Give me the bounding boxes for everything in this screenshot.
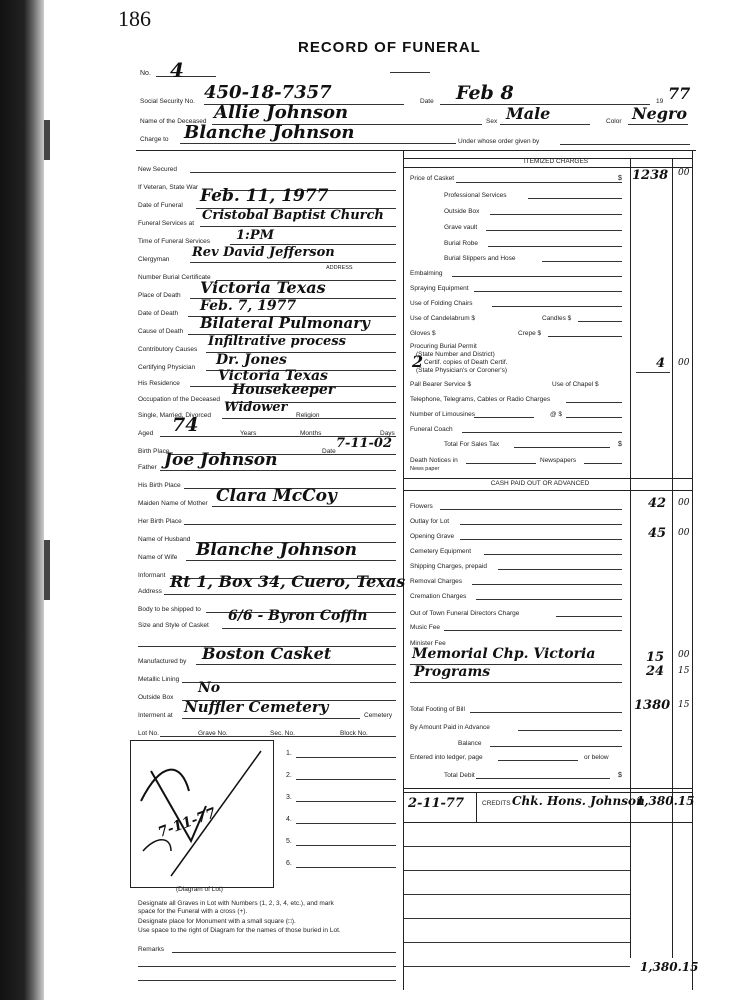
informant-address-value: Rt 1, Box 34, Cuero, Texas — [170, 572, 406, 591]
age-value: 74 — [172, 414, 199, 436]
remarks-label: Remarks — [138, 946, 165, 953]
embalming-label: Embalming — [410, 270, 443, 277]
instruction-line: Use space to the right of Diagram for the names of those buried in Lot. — [138, 927, 341, 934]
outlay-label: Outlay for Lot — [410, 518, 450, 525]
credit-amount: 1,380.15 — [636, 794, 695, 808]
memorial-amount: 15 — [646, 650, 665, 665]
days-label: Days — [380, 430, 395, 437]
credits-note: Chk. Hons. Johnson — [512, 794, 645, 808]
opening-grave-label: Opening Grave — [410, 533, 455, 540]
instruction-line: space for the Funeral with a cross (+). — [138, 908, 248, 915]
charge-label: Charge to — [140, 136, 169, 143]
dollar-sign: $ — [618, 772, 622, 779]
lot-number-line — [296, 779, 396, 780]
memorial-charge-line: Memorial Chp. Victoria — [412, 646, 596, 662]
interment-value: Nuffler Cemetery — [184, 698, 329, 716]
gloves-label: Gloves $ — [410, 330, 436, 337]
page-number: 186 — [118, 6, 151, 31]
amount-paid-label: By Amount Paid in Advance — [410, 724, 490, 731]
months-label: Months — [300, 430, 322, 437]
death-place-value: Victoria Texas — [200, 278, 326, 297]
certif-count: 2 — [412, 352, 424, 371]
flowers-label: Flowers — [410, 503, 433, 510]
cemetery-label: Cemetery — [364, 712, 393, 719]
instruction-line: Designate all Graves in Lot with Numbers (1, 2, 3, 4, etc.), and mark — [138, 900, 334, 907]
price-casket-amount: 1238 — [632, 168, 669, 183]
shipping-label: Shipping Charges, prepaid — [410, 563, 487, 570]
burial-permit-label: Procuring Burial Permit — [410, 343, 477, 350]
outside-box-label: Outside Box — [138, 694, 174, 701]
outside-box-value: No — [198, 680, 221, 696]
telephone-label: Telephone, Telegrams, Cables or Radio Charges — [410, 396, 551, 403]
manufacturer-value: Boston Casket — [202, 644, 332, 663]
father-value: Joe Johnson — [164, 450, 278, 470]
deceased-label: Name of the Deceased — [140, 118, 207, 125]
shipped-label: Body to be shipped to — [138, 606, 201, 613]
services-label: Funeral Services at — [138, 220, 194, 227]
year-value: 77 — [668, 84, 691, 103]
services-value: Cristobal Baptist Church — [202, 208, 384, 223]
marital-value: Widower — [224, 400, 288, 415]
programs-charge-line: Programs — [414, 664, 491, 680]
birth-date-value: 7-11-02 — [336, 436, 393, 451]
diagram-caption: (Diagram of Lot) — [176, 886, 223, 893]
candelabrum-label: Use of Candelabrum $ — [410, 315, 476, 322]
price-casket-cents: 00 — [678, 168, 690, 178]
removal-label: Removal Charges — [410, 578, 463, 585]
news-paper-note: News paper — [410, 466, 440, 472]
sales-tax-label: Total For Sales Tax — [444, 441, 500, 448]
lot-number-line — [296, 757, 396, 758]
order-label: Under whose order given by — [458, 138, 540, 145]
diagram-note: 7-11-77 — [156, 805, 219, 841]
age-label: Aged — [138, 430, 154, 437]
itemized-charges-header: ITEMIZED CHARGES — [523, 158, 589, 165]
spraying-label: Spraying Equipment — [410, 285, 469, 292]
clergyman-label: Clergyman — [138, 256, 170, 263]
casket-label: Size and Style of Casket — [138, 622, 209, 629]
years-label: Years — [240, 430, 257, 437]
veteran-label: If Veteran, State War — [138, 184, 199, 191]
physician-value: Dr. Jones — [216, 352, 287, 368]
date-label: Date — [420, 98, 434, 105]
programs-amount: 24 — [646, 664, 665, 679]
lot-number-label: 3. — [286, 794, 292, 801]
state-number-note: (State Number and District) — [416, 351, 495, 358]
address-label: ADDRESS — [326, 265, 353, 271]
new-secured-label: New Secured — [138, 166, 178, 173]
color-value: Negro — [632, 104, 688, 123]
father-birth-label: His Birth Place — [138, 482, 181, 489]
mother-value: Clara McCoy — [216, 486, 337, 506]
funeral-date-value: Feb. 11, 1977 — [200, 186, 329, 206]
ledger-label: Entered into ledger, page — [410, 754, 483, 761]
balance-label: Balance — [458, 740, 482, 747]
grave-vault-label: Grave vault — [444, 224, 478, 231]
sex-value: Male — [506, 104, 551, 123]
deceased-name: Allie Johnson — [214, 102, 349, 123]
credits-label: CREDITS — [482, 800, 511, 807]
death-date-value: Feb. 7, 1977 — [200, 298, 297, 314]
burial-slippers-label: Burial Slippers and Hose — [444, 255, 516, 262]
contrib-label: Contributory Causes — [138, 346, 198, 353]
charge-to-value: Blanche Johnson — [184, 122, 355, 143]
candles-label: Candles $ — [542, 315, 572, 322]
funeral-date-label: Date of Funeral — [138, 202, 183, 209]
lot-number-label: 6. — [286, 860, 292, 867]
wife-value: Blanche Johnson — [196, 540, 358, 560]
column-divider — [403, 150, 404, 990]
price-casket-label: Price of Casket — [410, 175, 455, 182]
occupation-label: Occupation of the Deceased — [138, 396, 221, 403]
time-value: 1:PM — [236, 228, 275, 243]
memorial-cents: 00 — [678, 650, 690, 660]
lot-number-line — [296, 823, 396, 824]
certif-cents: 00 — [678, 358, 690, 368]
ssn-value: 450-18-7357 — [204, 82, 332, 103]
record-number: 4 — [170, 58, 184, 82]
programs-cents: 15 — [678, 666, 690, 676]
birthplace-label: Birth Place — [138, 448, 170, 455]
cause-value: Bilateral Pulmonary — [200, 314, 370, 332]
burial-robe-label: Burial Robe — [444, 240, 478, 247]
credit-date: 2-11-77 — [408, 796, 465, 811]
music-fee-label: Music Fee — [410, 624, 440, 631]
outside-box-charge-label: Outside Box — [444, 208, 480, 215]
date-value: Feb 8 — [456, 82, 514, 104]
flowers-cents: 00 — [678, 498, 690, 508]
physician-label: Certifying Physician — [138, 364, 196, 371]
lot-diagram — [130, 740, 274, 888]
total-footing-cents: 15 — [678, 700, 690, 710]
lot-number-line — [296, 867, 396, 868]
lot-label: Lot No. — [138, 730, 159, 737]
total-footing-amount: 1380 — [634, 698, 671, 713]
opening-grave-cents: 00 — [678, 528, 690, 538]
cause-label: Cause of Death — [138, 328, 184, 335]
opening-grave-amount: 45 — [648, 526, 667, 541]
death-place-label: Place of Death — [138, 292, 181, 299]
year-prefix: 19 — [656, 98, 664, 105]
lot-number-line — [296, 845, 396, 846]
flowers-amount: 42 — [648, 496, 667, 511]
final-amount: 1,380.15 — [640, 960, 699, 974]
father-label: Father — [138, 464, 157, 471]
folding-chairs-label: Use of Folding Chairs — [410, 300, 473, 307]
mother-birth-label: Her Birth Place — [138, 518, 182, 525]
crepe-label: Crepe $ — [518, 330, 542, 337]
lot-number-label: 5. — [286, 838, 292, 845]
burial-cert-label: Number Burial Certificate — [138, 274, 211, 281]
chapel-label: Use of Chapel $ — [552, 381, 599, 388]
occupation-value: Housekeeper — [232, 382, 336, 398]
clergyman-value: Rev David Jefferson — [192, 245, 335, 260]
cemetery-equipment-label: Cemetery Equipment — [410, 548, 472, 555]
death-notices-label: Death Notices in — [410, 457, 458, 464]
sec-label: Sec. No. — [270, 730, 295, 737]
manufacturer-label: Manufactured by — [138, 658, 187, 665]
mother-label: Maiden Name of Mother — [138, 500, 208, 507]
ssn-label: Social Security No. — [140, 98, 195, 105]
funeral-coach-label: Funeral Coach — [410, 426, 453, 433]
certif-amount: 4 — [656, 356, 666, 371]
minister-fee-label: Minister Fee — [410, 640, 446, 647]
total-debit-label: Total Debit — [444, 772, 475, 779]
dollar-sign: $ — [618, 175, 622, 182]
time-label: Time of Funeral Services — [138, 238, 211, 245]
interment-label: Interment at — [138, 712, 173, 719]
cash-paid-header: CASH PAID OUT OR ADVANCED — [490, 480, 590, 487]
scanned-dark-edge — [0, 0, 44, 1000]
edge-speck — [44, 120, 50, 160]
edge-speck — [44, 540, 50, 600]
pall-bearer-label: Pall Bearer Service $ — [410, 381, 472, 388]
lot-number-label: 2. — [286, 772, 292, 779]
sex-label: Sex — [486, 118, 498, 125]
residence-value: Victoria Texas — [218, 368, 328, 384]
religion-label: Religion — [296, 412, 320, 419]
out-of-town-label: Out of Town Funeral Directors Charge — [410, 610, 520, 617]
certif-label: Certif. copies of Death Certif. — [424, 359, 508, 366]
marital-label: Single, Married, Divorced — [138, 412, 211, 419]
lot-number-label: 1. — [286, 750, 292, 757]
state-physician-note: (State Physician's or Coroner's) — [416, 367, 507, 374]
cremation-label: Cremation Charges — [410, 593, 467, 600]
informant-label: Informant — [138, 572, 166, 579]
no-label: No. — [140, 70, 151, 77]
limousines-label: Number of Limousines — [410, 411, 476, 418]
professional-services-label: Professional Services — [444, 192, 507, 199]
form-title: RECORD OF FUNERAL — [298, 39, 481, 56]
contrib-value: Infiltrative process — [208, 334, 346, 349]
block-label: Block No. — [340, 730, 368, 737]
casket-value: 6/6 - Byron Coffin — [228, 608, 368, 624]
instruction-line: Designate place for Monument with a small square (□). — [138, 918, 296, 925]
residence-label: His Residence — [138, 380, 180, 387]
total-footing-label: Total Footing of Bill — [410, 706, 465, 713]
dollar-sign: $ — [618, 441, 622, 448]
metallic-label: Metallic Lining — [138, 676, 180, 683]
newspapers-label: Newspapers — [540, 457, 577, 464]
at-label: @ $ — [550, 411, 563, 418]
informant-address-label: Address — [138, 588, 162, 595]
lot-number-line — [296, 801, 396, 802]
color-label: Color — [606, 118, 622, 125]
birth-date-label: Date — [322, 448, 336, 455]
wife-label: Name of Wife — [138, 554, 178, 561]
or-below-label: or below — [584, 754, 609, 761]
death-date-label: Date of Death — [138, 310, 179, 317]
grave-label: Grave No. — [198, 730, 228, 737]
husband-label: Name of Husband — [138, 536, 191, 543]
lot-number-label: 4. — [286, 816, 292, 823]
